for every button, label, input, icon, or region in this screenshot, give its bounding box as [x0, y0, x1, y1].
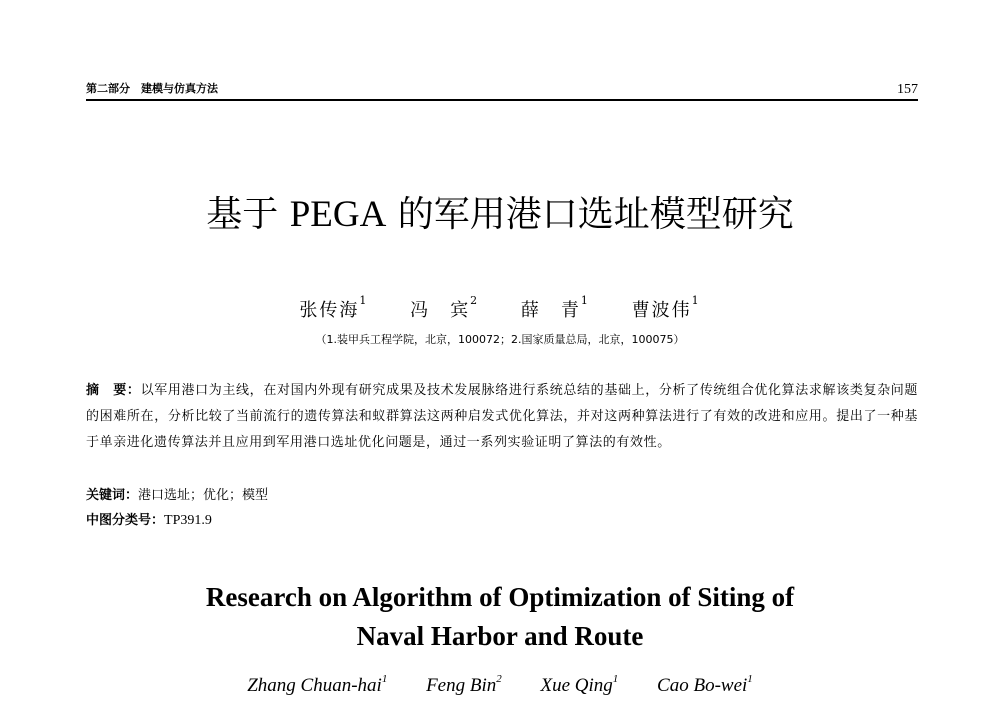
affiliation-mark: 1 [612, 673, 619, 685]
author-name: Feng Bin [426, 675, 497, 696]
authors-cn [0, 296, 1000, 322]
affiliation-mark: 1 [381, 673, 388, 685]
classification-value: TP391.9 [164, 513, 212, 528]
keywords-line [86, 484, 268, 503]
affiliation-mark: 1 [580, 294, 590, 307]
author-name: Cao Bo-wei [657, 675, 748, 696]
author-name: Xue Qing [540, 675, 613, 696]
keywords-value: 港口选址；优化；模型 [138, 488, 269, 503]
title-cn-prefix: 基于 [206, 194, 290, 235]
author-cn [632, 296, 701, 322]
classification-label: 中图分类号： [86, 513, 165, 528]
running-head [86, 80, 918, 100]
running-head-section: 第二部分 建模与仿真方法 [86, 82, 218, 95]
author-en [426, 675, 502, 697]
keywords-label: 关键词： [86, 488, 139, 503]
title-en-line1: Research on Algorithm of Optimization of Siting of [205, 582, 795, 612]
author-cn [521, 296, 590, 322]
classification-line [86, 509, 212, 529]
affiliation-mark: 2 [470, 294, 480, 307]
affiliation-mark: 2 [496, 673, 502, 685]
author-name: 冯 宾 [410, 300, 471, 321]
author-name: 曹波伟 [631, 300, 692, 321]
author-en [247, 675, 387, 697]
affiliation-mark: 1 [359, 294, 369, 307]
author-name: Zhang Chuan-hai [247, 675, 382, 696]
title-en-line2: Naval Harbor and Route [356, 621, 644, 651]
abstract-label: 摘 要： [86, 383, 141, 398]
author-en [657, 675, 753, 697]
author-name: 张传海 [299, 300, 360, 321]
affiliation-mark: 1 [691, 294, 701, 307]
abstract-text: 以军用港口为主线，在对国内外现有研究成果及技术发展脉络进行系统总结的基础上，分析了传统组合优化算法求解该类复杂问题的困难所在，分析比较了当前流行的遗传算法和蚁群算法这两种启发式优化算法，并对这两种算法进行了有效的改进和应用。提出了一种基于单亲进化遗传算法并且应用到军用港口选址优化问题是，通过一系列实验证明了算法的有效性。 [86, 383, 918, 450]
abstract-cn [86, 378, 918, 456]
title-cn-suffix: 的军用港口选址模型研究 [386, 194, 794, 235]
paper-title-cn [0, 186, 1000, 237]
header-rule [86, 99, 918, 101]
authors-en [0, 675, 1000, 697]
paper-title-en [0, 578, 1000, 656]
author-cn [410, 296, 479, 322]
author-cn [299, 296, 368, 322]
page-number: 157 [897, 82, 918, 97]
affiliations-cn: （1.装甲兵工程学院，北京，100072；2.国家质量总局，北京，100075） [315, 333, 685, 346]
title-cn-latin: PEGA [289, 194, 387, 235]
author-en [541, 675, 619, 697]
author-name: 薛 青 [520, 300, 581, 321]
affiliation-mark: 1 [747, 673, 753, 685]
